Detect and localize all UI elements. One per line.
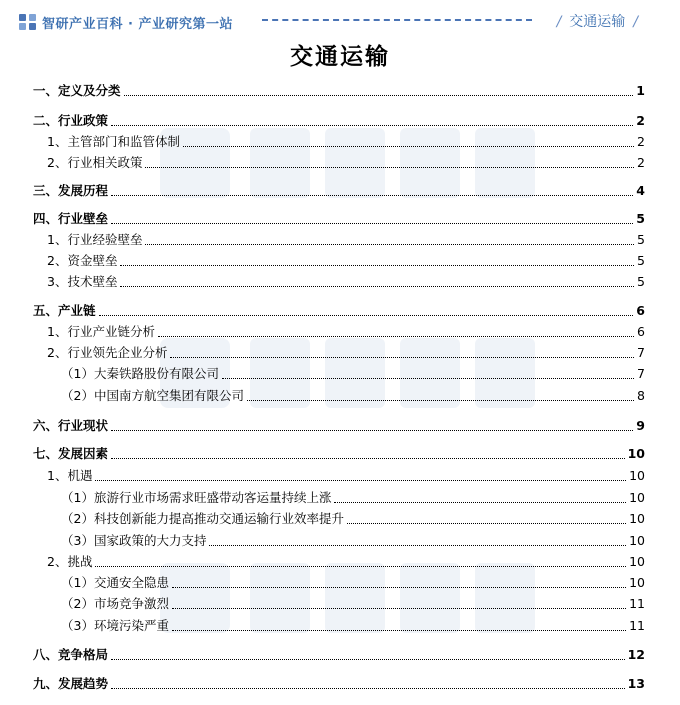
toc-entry-page: 8 — [637, 388, 645, 403]
toc-entry-page: 1 — [636, 83, 645, 98]
toc-leader-dots — [158, 335, 634, 337]
document-title: 交通运输 — [290, 43, 390, 70]
toc-entry-page: 11 — [629, 618, 645, 633]
toc-entry[interactable] — [33, 182, 645, 200]
toc-entry[interactable] — [33, 532, 645, 550]
toc-entry[interactable] — [33, 574, 645, 592]
header-section-label[interactable]: 交通运输 — [569, 14, 626, 30]
toc-entry[interactable] — [33, 365, 645, 383]
toc-entry-label: 一、定义及分类 — [33, 83, 121, 98]
toc-entry-label: （2）中国南方航空集团有限公司 — [61, 388, 244, 403]
toc-entry-page: 7 — [637, 366, 645, 381]
toc-entry-page: 5 — [637, 232, 645, 247]
toc-entry[interactable] — [33, 646, 645, 664]
toc-entry[interactable] — [33, 467, 645, 485]
toc-leader-dots — [111, 457, 625, 459]
toc-entry-page: 10 — [629, 575, 645, 590]
toc-entry-page: 10 — [627, 446, 645, 461]
toc-leader-dots — [124, 94, 634, 96]
toc-entry-page: 5 — [637, 274, 645, 289]
zhiyan-logo-icon — [18, 12, 38, 32]
toc-entry-label: 2、行业相关政策 — [47, 155, 143, 170]
toc-entry-page: 10 — [629, 490, 645, 505]
toc-entry-page: 10 — [629, 511, 645, 526]
toc-entry-label: 八、竞争格局 — [33, 647, 109, 662]
toc-leader-dots — [222, 377, 634, 379]
toc-leader-dots — [111, 222, 633, 224]
toc-leader-dots — [95, 479, 626, 481]
toc-entry-label: 二、行业政策 — [33, 113, 109, 128]
toc-entry-label: 1、机遇 — [47, 468, 93, 483]
toc-leader-dots — [183, 145, 634, 147]
toc-entry[interactable] — [33, 302, 645, 320]
toc-entry-page: 6 — [637, 324, 645, 339]
toc-entry[interactable] — [33, 323, 645, 341]
toc-entry-page: 2 — [637, 134, 645, 149]
toc-entry-label: （2）市场竞争激烈 — [61, 596, 169, 611]
toc-entry-page: 10 — [629, 533, 645, 548]
toc-entry[interactable] — [33, 252, 645, 270]
toc-leader-dots — [111, 687, 625, 689]
toc-entry[interactable] — [33, 82, 645, 100]
toc-entry-page: 4 — [636, 183, 645, 198]
toc-entry[interactable] — [33, 417, 645, 435]
toc-entry-label: 2、挑战 — [47, 554, 93, 569]
toc-entry[interactable] — [33, 489, 645, 507]
toc-entry-label: （3）环境污染严重 — [61, 618, 169, 633]
toc-leader-dots — [347, 522, 626, 524]
toc-leader-dots — [99, 314, 634, 316]
toc-entry[interactable] — [33, 133, 645, 151]
toc-entry-page: 7 — [637, 345, 645, 360]
toc-entry[interactable] — [33, 344, 645, 362]
brand[interactable] — [18, 12, 233, 32]
toc-leader-dots — [172, 607, 626, 609]
toc-leader-dots — [95, 565, 626, 567]
toc-entry-label: 五、产业链 — [33, 303, 96, 318]
toc-entry-label: 2、行业领先企业分析 — [47, 345, 168, 360]
toc-entry[interactable] — [33, 445, 645, 463]
toc-entry-page: 2 — [636, 113, 645, 128]
slash-right: / — [633, 14, 638, 30]
toc-entry[interactable] — [33, 273, 645, 291]
header-section — [549, 11, 646, 31]
toc-entry-label: （1）旅游行业市场需求旺盛带动客运量持续上涨 — [61, 490, 332, 505]
toc-leader-dots — [111, 658, 625, 660]
toc-leader-dots — [172, 629, 626, 631]
toc-leader-dots — [111, 194, 633, 196]
toc-entry-label: 1、行业经验壁垒 — [47, 232, 143, 247]
toc-leader-dots — [334, 501, 626, 503]
toc-entry-label: （2）科技创新能力提高推动交通运输行业效率提升 — [61, 511, 344, 526]
toc-entry-page: 5 — [637, 253, 645, 268]
toc-entry-label: 七、发展因素 — [33, 446, 109, 461]
header-divider — [262, 19, 532, 21]
toc-entry-page: 10 — [629, 468, 645, 483]
toc-leader-dots — [170, 356, 634, 358]
toc-entry-label: 四、行业壁垒 — [33, 211, 109, 226]
toc-entry[interactable] — [33, 553, 645, 571]
toc-entry-page: 10 — [629, 554, 645, 569]
toc-entry[interactable] — [33, 210, 645, 228]
toc-entry-label: 1、行业产业链分析 — [47, 324, 155, 339]
toc-entry-label: （1）交通安全隐患 — [61, 575, 169, 590]
toc-entry-label: 3、技术壁垒 — [47, 274, 118, 289]
toc-entry-label: 1、主管部门和监管体制 — [47, 134, 180, 149]
toc-entry[interactable] — [33, 387, 645, 405]
toc-entry[interactable] — [33, 112, 645, 130]
toc-entry-label: 2、资金壁垒 — [47, 253, 118, 268]
toc-entry-page: 2 — [637, 155, 645, 170]
toc-leader-dots — [111, 124, 633, 126]
toc-entry-page: 11 — [629, 596, 645, 611]
brand-text: 智研产业百科 · 产业研究第一站 — [42, 16, 233, 32]
toc-entry-page: 9 — [636, 418, 645, 433]
toc-entry-label: 六、行业现状 — [33, 418, 109, 433]
toc-entry[interactable] — [33, 595, 645, 613]
toc-leader-dots — [120, 264, 634, 266]
toc-entry-label: （1）大秦铁路股份有限公司 — [61, 366, 219, 381]
toc-leader-dots — [145, 166, 634, 168]
toc-entry[interactable] — [33, 617, 645, 635]
toc-entry-page: 13 — [627, 676, 645, 691]
toc-entry-page: 12 — [627, 647, 645, 662]
toc-entry[interactable] — [33, 154, 645, 172]
page-header — [0, 0, 680, 36]
toc-leader-dots — [111, 429, 633, 431]
slash-left: / — [556, 14, 562, 30]
toc-entry-label: 三、发展历程 — [33, 183, 109, 198]
toc-entry[interactable] — [33, 675, 645, 693]
toc-leader-dots — [209, 544, 626, 546]
toc-entry[interactable] — [33, 510, 645, 528]
toc-entry[interactable] — [33, 231, 645, 249]
toc-leader-dots — [247, 399, 634, 401]
toc-leader-dots — [145, 243, 634, 245]
toc-entry-label: （3）国家政策的大力支持 — [61, 533, 207, 548]
toc-entry-page: 5 — [636, 211, 645, 226]
toc-leader-dots — [172, 586, 626, 588]
toc-leader-dots — [120, 285, 634, 287]
toc-entry-label: 九、发展趋势 — [33, 676, 109, 691]
toc-entry-page: 6 — [636, 303, 645, 318]
